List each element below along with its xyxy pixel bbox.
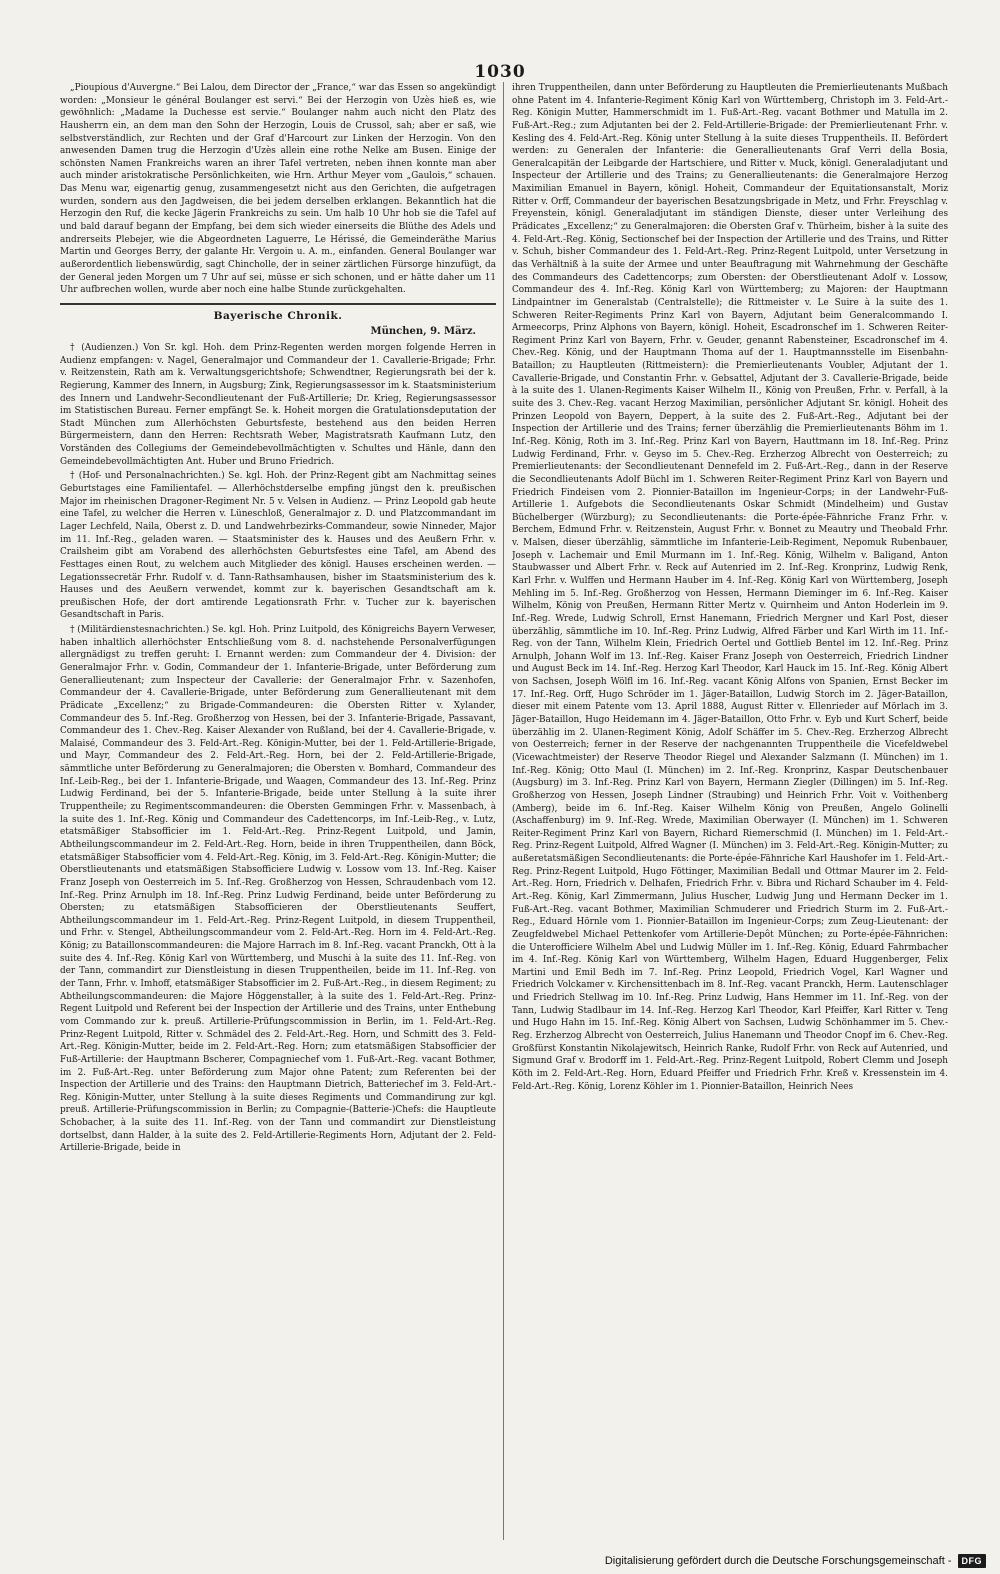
hof-paragraph: † (Hof- und Personalnachrichten.) Se. kgl. Hoh. der Prinz-Regent gibt am Nachmittag seines Geburtstages eine Familientafel. — Allerhöchstderselbe empfing jüngst den k. preußischen Major im rheinischen Dragoner-Regiment Nr. 5 v. Velsen in Audienz. — Prinz Leopold gab heute eine Tafel, zu welcher die Herren v. Lüneschloß, Generalmajor z. D. und Platzcommandant im Lager Lechfeld, Naila, Oberst z. D. und Landwehrbezirks-Commandeur, sowie Ninneder, Major im 11. Inf.-Reg., geladen waren. — Staatsminister des k. Hauses und des Aeußern Frhr. v. Crailsheim gibt am Vorabend des allerhöchsten Geburtsfestes eine Tafel, am Abend des Festtages einen Rout, zu welchem auch Mitglieder des königl. Hauses erscheinen werden. — Legationssecretär Frhr. Rudolf v. d. Tann-Rathsamhausen, bisher im Staatsministerium des k. Hauses und des Aeußern verwendet, kommt zur k. bayerischen Gesandtschaft am k. preußischen Hofe, der dort amtirende Legationsrath Frhr. v. Tucher zur k. bayerischen Gesandtschaft in Paris. [60, 471, 496, 621]
page-number: 1030 [474, 62, 526, 82]
footer [605, 1554, 986, 1568]
military-list-paragraph: ihren Truppentheilen, dann unter Beförderung zu Hauptleuten die Premierlieutenants Mußbach ohne Patent im 4. Infanterie-Regiment König Karl von Württemberg, Christoph im 3. Feld-Art.-Reg. Königin Mutter, Hammerschmidt im 1. Fuß-Art.-Reg. vacant Bothmer und Matulla im 2. Fuß-Art.-Reg.; zum Adjutanten bei der 2. Feld-Artillerie-Brigade: der Premierlieutenant Frhr. v. Kesling des 4. Feld-Art.-Reg. König unter Stellung à la suite dieses Truppentheils. II. Befördert werden: zu Generalen der Infanterie: die Generallieutenants Graf Verri della Bosia, Generalcapitän der Leibgarde der Hartschiere, und Ritter v. Muck, königl. Generaladjutant und Inspecteur der Artillerie und des Trains; zu Generallieutenants: die Generalmajore Herzog Maximilian Emanuel in Bayern, königl. Hoheit, Commandeur der Equitationsanstalt, Moriz Ritter v. Orff, Commandeur der bayerischen Besatzungsbrigade in Metz, und Frhr. Freyschlag v. Freyenstein, königl. Generaladjutant im ständigen Dienste, dieser unter Verleihung des Prädicates „Excellenz;“ zu Generalmajoren: die Obersten Graf v. Thürheim, bisher à la suite des 4. Feld-Art.-Reg. König, Sectionschef bei der Inspection der Artillerie und des Trains, und Ritter v. Schuh, bisher Commandeur des 1. Feld-Art.-Reg. Prinz-Regent Luitpold, unter Versetzung in das Verhältniß à la suite der Armee und unter Beauftragung mit Wahrnehmung der Geschäfte des Commandeurs des Cadettencorps; zum Obersten: der Oberstlieutenant Adolf v. Lossow, Commandeur des 4. Inf.-Reg. König Karl von Württemberg; zu Majoren: der Hauptmann Lindpaintner im Generalstab (Centralstelle); die Rittmeister v. Le Suire à la suite des 1. Schweren Reiter-Regiments Prinz Karl von Bayern, Adjutant beim Generalcommando I. Armeecorps, Prinz Alphons von Bayern, königl. Hoheit, Escadronschef im 1. Schweren Reiter-Regiment Prinz Karl von Bayern, Frhr. v. Geuder, genannt Rabensteiner, Escadronschef im 4. Chev.-Reg. König, und der Hauptmann Thoma auf der 1. Hauptmannsstelle im Eisenbahn-Bataillon; zu Hauptleuten (Rittmeistern): die Premierlieutenants Voubler, Adjutant der 1. Cavallerie-Brigade, und Constantin Frhr. v. Gebsattel, Adjutant der 3. Cavallerie-Brigade, beide à la suite des 1. Ulanen-Regiments Kaiser Wilhelm II., König von Preußen, Frhr. v. Perfall, à la suite des 3. Chev.-Reg. vacant Herzog Maximilian, persönlicher Adjutant Sr. königl. Hoheit des Prinzen Leopold von Bayern, Deppert, à la suite des 2. Fuß-Art.-Reg., Adjutant bei der Inspection der Artillerie und des Trains; ferner überzählig die Premierlieutenants Böhm im 1. Inf.-Reg. König, Roth im 3. Inf.-Reg. Prinz Karl von Bayern, Hauttmann im 18. Inf.-Reg. Prinz Ludwig Ferdinand, Frhr. v. Geyso im 5. Chev.-Reg. Erzherzog Albrecht von Oesterreich; zu Premierlieutenants: der Secondlieutenant Dennefeld im 2. Fuß-Art.-Reg., dann in der Reserve die Secondlieutenants Adolf Büchl im 1. Schweren Reiter-Regiment Prinz Karl von Bayern und Friedrich Findeisen vom 2. Pionnier-Bataillon im Ingenieur-Corps; in der Landwehr-Fuß-Artillerie 1. Aufgebots die Secondlieutenants Oskar Schmidt (Mindelheim) und Gustav Büchelberger (Würzburg); zu Secondlieutenants: die Porte-épée-Fähnriche Franz Frhr. v. Berchem, Edmund Frhr. v. Reitzenstein, August Frhr. v. Bonnet zu Meautry und Theobald Frhr. v. Malsen, dieser überzählig, sämmtliche im Infanterie-Leib-Regiment, Nepomuk Rubenbauer, Joseph v. Lachemair und Emil Murmann im 1. Inf.-Reg. König, Wilhelm v. Baligand, Anton Staubwasser und Albert Frhr. v. Reck auf Autenried im 2. Inf.-Reg. Kronprinz, Ludwig Renk, Karl Frhr. v. Wulffen und Hermann Hauber im 4. Inf.-Reg. König Karl von Württemberg, Joseph Mehling im 5. Inf.-Reg. Großherzog von Hessen, Hermann Dieminger im 6. Inf.-Reg. Kaiser Wilhelm, König von Preußen, Hermann Ritter Mertz v. Quirnheim und Anton Hoderlein im 9. Inf.-Reg. Wrede, Ludwig Schroll, Ernst Hanemann, Friedrich Mergner und Karl Post, dieser überzählig, sämmtliche im 10. Inf.-Reg. Prinz Ludwig, Alfred Färber und Karl Wirth im 11. Inf.-Reg. von der Tann, Wilhelm Klein, Friedrich Oertel und Gottlieb Bentel im 12. Inf.-Reg. Prinz Arnulph, Johann Wolf im 13. Inf.-Reg. Kaiser Franz Joseph von Oesterreich, Friedrich Lindner und August Beck im 14. Inf.-Reg. Herzog Karl Theodor, Karl Hauck im 15. Inf.-Reg. König Albert von Sachsen, Joseph Wölfl im 16. Inf.-Reg. vacant König Alfons von Spanien, Ernst Becker im 17. Inf.-Reg. Orff, Hugo Schröder im 1. Jäger-Bataillon, Ludwig Storch im 2. Jäger-Bataillon, dieser mit einem Patente vom 13. April 1888, August Ritter v. Ellenrieder auf Mörlach im 3. Jäger-Bataillon, Hugo Heidemann im 4. Jäger-Bataillon, Otto Frhr. v. Eyb und Kurt Scherf, beide überzählig im 2. Ulanen-Regiment König, Adolf Schäffer im 5. Chev.-Reg. Erzherzog Albrecht von Oesterreich; ferner in der Reserve der nachgenannten Truppentheile die Vicefeldwebel (Vicewachtmeister) der Reserve Theodor Riegel und Alexander Salzmann (I. München) im 1. Inf.-Reg. König; Otto Maul (I. München) im 2. Inf.-Reg. Kronprinz, Kaspar Deutschenbauer (Augsburg) im 3. Inf.-Reg. Prinz Karl von Bayern, Hermann Ziegler (Dillingen) im 5. Inf.-Reg. Großherzog von Hessen, Joseph Lindner (Straubing) und Heinrich Frhr. Voit v. Voithenberg (Amberg), beide im 6. Inf.-Reg. Kaiser Wilhelm König von Preußen, Angelo Golinelli (Aschaffenburg) im 9. Inf.-Reg. Wrede, Maximilian Oberwayer (I. München) im 1. Schweren Reiter-Regiment Prinz Karl von Bayern, Richard Riemerschmid (I. München) im 1. Feld-Art.-Reg. Prinz-Regent Luitpold, Alfred Wagner (I. München) im 3. Feld-Art.-Reg. Königin-Mutter; zu außeretatsmäßigen Secondlieutenants: die Porte-épée-Fähnriche Karl Haushofer im 1. Feld-Art.-Reg. Prinz-Regent Luitpold, Hugo Föttinger, Maximilian Bedall und Ottmar Maurer im 2. Feld-Art.-Reg. Horn, Friedrich v. Delhafen, Friedrich Frhr. v. Bibra und Richard Schauber im 4. Feld-Art.-Reg. König, Karl Zimmermann, Julius Huscher, Ludwig Jung und Hermann Decker im 1. Fuß-Art.-Reg. vacant Bothmer, Maximilian Schmuderer und Friedrich Sturm im 2. Fuß-Art.-Reg., Eduard Hörnle vom 1. Pionnier-Bataillon im Ingenieur-Corps; zum Zeug-Lieutenant: der Zeugfeldwebel Michael Pettenkofer vom Artillerie-Depôt München; zu Porte-épée-Fähnrichen: die Unterofficiere Wilhelm Abel und Ludwig Müller im 1. Inf.-Reg. König, Eduard Fahrmbacher im 4. Inf.-Reg. König Karl von Württemberg, Wilhelm Hagen, Eduard Huggenberger, Felix Martini und Emil Bedh im 7. Inf.-Reg. Prinz Leopold, Friedrich Vogel, Karl Wagner und Friedrich Volckamer v. Kirchensittenbach im 8. Inf.-Reg. vacant Pranckh, Herm. Lautenschlager und Friedrich Stellwag im 10. Inf.-Reg. Prinz Ludwig, Hans Hemmer im 11. Inf.-Reg. von der Tann, Ludwig Stadlbaur im 14. Inf.-Reg. Herzog Karl Theodor, Karl Pfeiffer, Karl Ritter v. Teng und Hugo Hahn im 15. Inf.-Reg. König Albert von Sachsen, Ludwig Schönhammer im 5. Chev.-Reg. Erzherzog Albrecht von Oesterreich, Julius Hanemann und Theodor Cnopf im 6. Chev.-Reg. Großfürst Konstantin Nikolajewitsch, Heinrich Ranke, Rudolf Frhr. von Reck auf Autenried, und Sigmund Graf v. Brodorff im 1. Feld-Art.-Reg. Prinz-Regent Luitpold, Robert Clemm und Joseph Köth im 2. Feld-Art.-Reg. Horn, Eduard Pfeiffer und Friedrich Frhr. Kreß v. Kressenstein im 4. Feld-Art.-Reg. König, Lorenz Köhler im 1. Pionnier-Bataillon, Heinrich Nees [512, 83, 948, 1092]
audienzen-paragraph: † (Audienzen.) Von Sr. kgl. Hoh. dem Prinz-Regenten werden morgen folgende Herren in Audienz empfangen: v. Nagel, Generalmajor und Commandeur der 1. Cavallerie-Brigade; Frhr. v. Reitzenstein, Rath am k. Verwaltungsgerichtshofe; Schwendtner, Regierungsrath bei der k. Regierung, Kammer des Innern, in Augsburg; Zink, Regierungsassessor im k. Staatsministerium des Innern und Landwehr-Secondlieutenant der Fuß-Artillerie; Dr. Krieg, Regierungsassessor im Statistischen Bureau. Ferner empfängt Se. k. Hoheit morgen die Gratulationsdeputation der Stadt München zum Allerhöchsten Geburtsfeste, bestehend aus den beiden Herren Bürgermeistern, dann den Herren: Rechtsrath Weber, Magistratsrath Kaufmann Lutz, den Vorständen des Collegiums der Gemeindebevollmächtigten v. Schultes und Hänle, dann den Gemeindebevollmächtigten Ant. Huber und Bruno Friedrich. [60, 342, 496, 467]
right-column [512, 82, 948, 1540]
dfg-logo-icon: DFG [958, 1554, 987, 1568]
militaer-paragraph: † (Militärdienstesnachrichten.) Se. kgl. Hoh. Prinz Luitpold, des Königreichs Bayern Verweser, haben inhaltlich allerhöchster Entschließung vom 8. d. nachstehende Personalverfügungen allergnädigst zu treffen geruht: I. Ernannt werden: zum Commandeur der 4. Division: der Generalmajor Frhr. v. Godin, Commandeur der 1. Infanterie-Brigade, unter Beförderung zum Generallieutenant; zum Inspecteur der Cavallerie: der Generalmajor Frhr. v. Sazenhofen, Commandeur der 4. Cavallerie-Brigade, unter Beförderung zum Generallieutenant mit dem Prädicate „Excellenz;“ zu Brigade-Commandeuren: die Obersten Ritter v. Xylander, Commandeur des 5. Inf.-Reg. Großherzog von Hessen, bei der 3. Infanterie-Brigade, Passavant, Commandeur des 1. Chev.-Reg. Kaiser Alexander von Rußland, bei der 4. Cavallerie-Brigade, v. Malaisé, Commandeur des 3. Feld-Art.-Reg. Königin-Mutter, bei der 1. Feld-Artillerie-Brigade, und Mayr, Commandeur des 2. Feld-Art.-Reg. Horn, bei der 2. Feld-Artillerie-Brigade, sämmtliche unter Beförderung zu Generalmajoren; die Obersten v. Bomhard, Commandeur des Inf.-Leib-Reg., bei der 1. Infanterie-Brigade, und Waagen, Commandeur des 13. Inf.-Reg. Prinz Ludwig Ferdinand, bei der 5. Infanterie-Brigade, beide unter Stellung à la suite ihrer Truppentheile; zu Regimentscommandeuren: die Obersten Gemmingen Frhr. v. Massenbach, à la suite des 1. Inf.-Reg. König und Commandeur des Cadettencorps, im Inf.-Leib-Reg., v. Lutz, etatsmäßiger Stabsofficier im 1. Feld-Art.-Reg. Prinz-Regent Luitpold, und Jamin, Abtheilungscommandeur im 2. Feld-Art.-Reg. Horn, beide in ihren Truppentheilen, dann Böck, etatsmäßiger Stabsofficier vom 4. Feld-Art.-Reg. König, im 3. Feld-Art.-Reg. Königin-Mutter; die Oberstlieutenants und etatsmäßigen Stabsofficiere Ludwig v. Lossow vom 13. Inf.-Reg. Kaiser Franz Joseph von Oesterreich im 5. Inf.-Reg. Großherzog von Hessen, Schraudenbach vom 12. Inf.-Reg. Prinz Arnulph im 18. Inf.-Reg. Prinz Ludwig Ferdinand, beide unter Beförderung zu Obersten; zu etatsmäßigen Stabsofficieren der Oberstlieutenants Seuffert, Abtheilungscommandeur im 1. Feld-Art.-Reg. Prinz-Regent Luitpold, in diesem Truppentheil, und Frhr. v. Stengel, Abtheilungscommandeur vom 2. Feld-Art.-Reg. Horn im 4. Feld-Art.-Reg. König; zu Bataillonscommandeuren: die Majore Harrach im 8. Inf.-Reg. vacant Pranckh, Ott à la suite des 4. Inf.-Reg. König Karl von Württemberg, und Muschi à la suite des 11. Inf.-Reg. von der Tann, commandirt zur Dienstleistung in diesen Truppentheilen, beide im 11. Inf.-Reg. von der Tann, Frhr. v. Imhoff, etatsmäßiger Stabsofficier im 2. Fuß-Art.-Reg., in diesem Regiment; zu Abtheilungscommandeuren: die Majore Höggenstaller, à la suite des 1. Feld-Art.-Reg. Prinz-Regent Luitpold und Referent bei der Inspection der Artillerie und des Trains, unter Enthebung vom Commando zur k. preuß. Artillerie-Prüfungscommission in Berlin, im 1. Feld-Art.-Reg. Prinz-Regent Luitpold, Ritter v. Schmädel des 2. Feld-Art.-Reg. Horn, und Schmitt des 3. Feld-Art.-Reg. Königin-Mutter, beide im 2. Feld-Art.-Reg. Horn; zum etatsmäßigen Stabsofficier der Fuß-Artillerie: der Hauptmann Bscherer, Compagniechef vom 1. Fuß-Art.-Reg. vacant Bothmer, im 2. Fuß-Art.-Reg. unter Beförderung zum Major ohne Patent; zum Referenten bei der Inspection der Artillerie und des Trains: den Hauptmann Dietrich, Batteriechef im 3. Feld-Art.-Reg. Königin-Mutter, unter Stellung à la suite dieses Regiments und Commandirung zur kgl. preuß. Artillerie-Prüfungscommission in Berlin; zu Compagnie-(Batterie-)Chefs: die Hauptleute Schobacher, à la suite des 11. Inf.-Reg. von der Tann und commandirt zur Dienstleistung dortselbst, dann Halder, à la suite des 2. Feld-Artillerie-Regiments Horn, Adjutant der 2. Feld-Artillerie-Brigade, beide in [60, 625, 496, 1154]
section-title: Bayerische Chronik. [213, 309, 343, 322]
footer-credit: Digitalisierung gefördert durch die Deutsche Forschungsgemeinschaft - [604, 1555, 952, 1567]
column-divider [503, 82, 504, 1540]
section-divider [60, 303, 496, 305]
dateline: München, 9. März. [370, 325, 476, 337]
article-continuation-paragraph: „Pioupious d'Auvergne.“ Bei Lalou, dem Director der „France,“ war das Essen so angekündigt worden: „Monsieur le général Boulanger est servi.“ Bei der Herzogin von Uzès hieß es, wie gewöhnlich: „Madame la Duchesse est servie.“ Boulanger nahm auch nicht den Platz des Hausherrn ein, an dem man den Sohn der Herzogin, Louis de Crussol, sah; aber er saß, wie selbstverständlich, zur Rechten und der Graf d'Harcourt zur Linken der Herzogin. Von den anwesenden Damen trug die Herzogin d'Uzès allein eine rothe Nelke am Busen. Einige der schönsten Namen Frankreichs waren an ihrer Tafel vertreten, neben ihnen konnte man aber auch minder aristokratische Persönlichkeiten, wie Hrn. Arthur Meyer vom „Gaulois,“ schauen. Das Menu war, eigenartig genug, zusammengesetzt nicht aus den Gerichten, die aufgetragen wurden, sondern aus den Jagdweisen, die bei jedem derselben erklangen. Bekanntlich hat die Herzogin den Ruf, die kecke Jägerin Frankreichs zu sein. Um halb 10 Uhr hob sie die Tafel auf und bald darauf begann der Empfang, bei dem sich wieder einerseits die Blüthe des Adels und andrerseits Plebejer, wie die Abgeordneten Laguerre, Le Hérissé, die Gemeinderäthe Marius Martin und Georges Berry, der galante Hr. Vergoin u. A. m., einfanden. General Boulanger war außerordentlich liebenswürdig, sagt Chincholle, der in seiner zärtlichen Fürsorge hinzufügt, da der General jeden Morgen um 7 Uhr auf sei, müsse er sich schonen, und er hätte daher um 11 Uhr aufbrechen wollen, wurde aber noch eine halbe Stunde zurückgehalten. [60, 83, 496, 296]
left-column [60, 82, 496, 1540]
